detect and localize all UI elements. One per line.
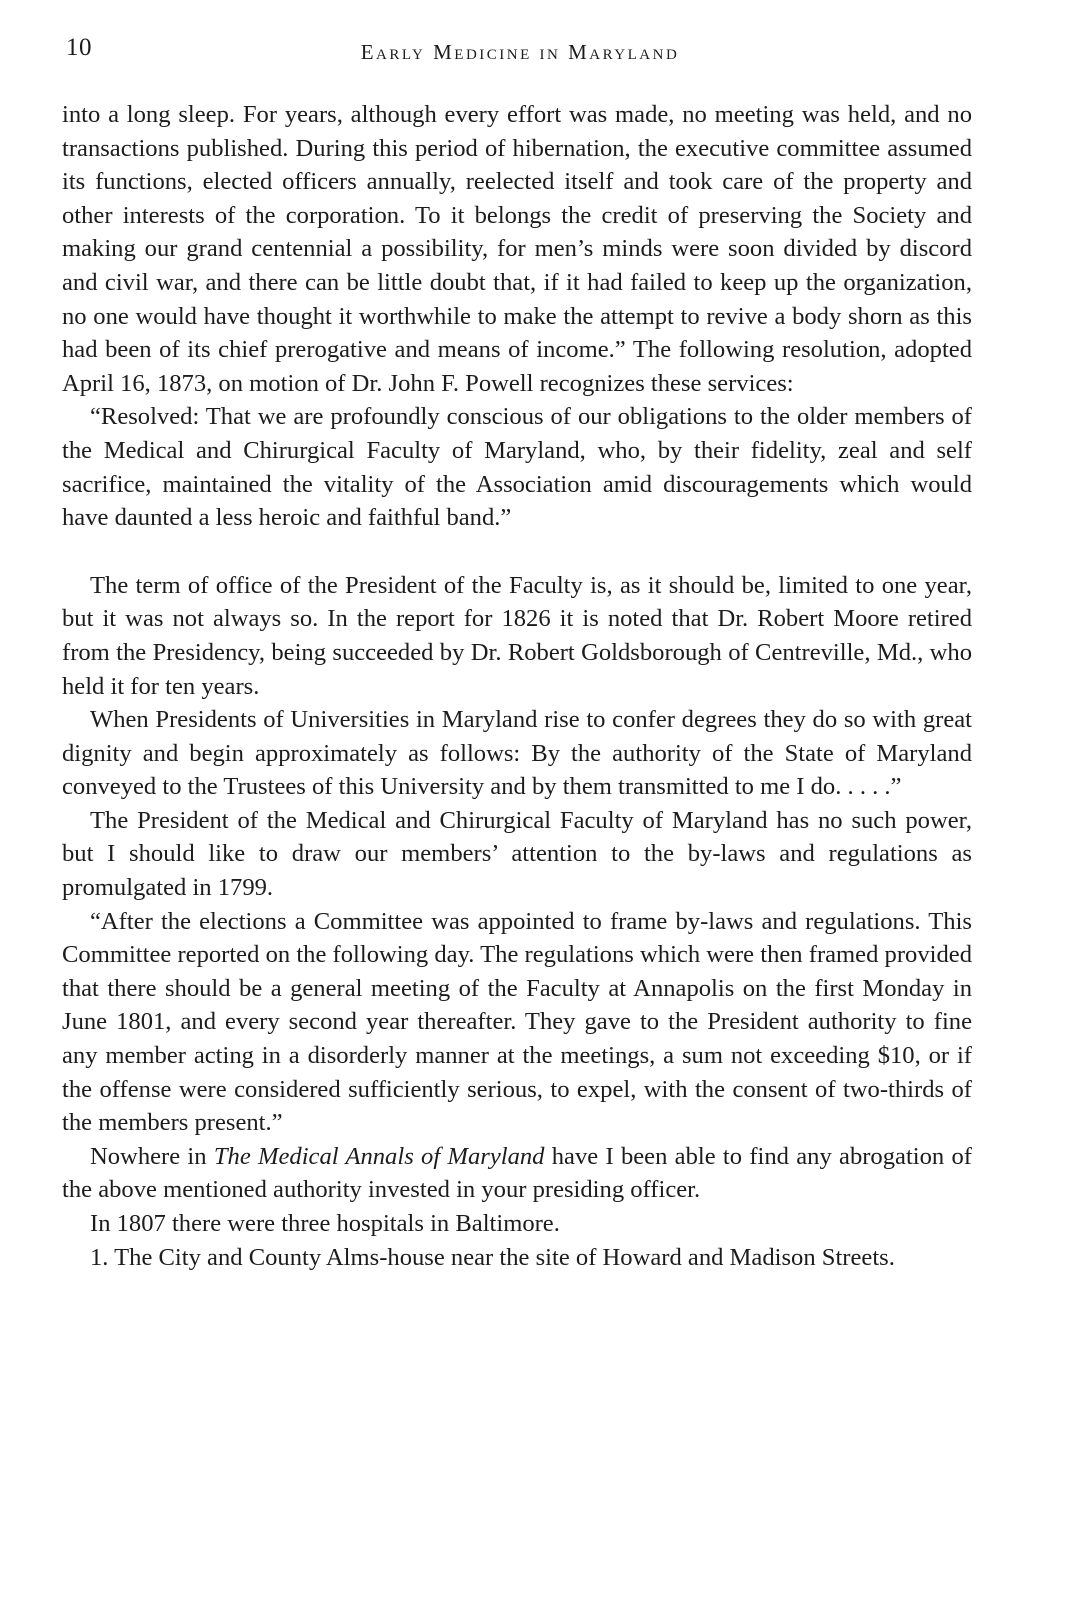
page-header bbox=[66, 34, 974, 70]
paragraph-medical-annals bbox=[62, 1140, 972, 1207]
paragraph-university-presidents: When Presidents of Universities in Maryland rise to confer degrees they do so with great dignity and begin approximately as follows: By the authority of the State of Maryland conveyed to the Trustees of this University and by them transmitted to me I do. . . . .” bbox=[62, 706, 972, 801]
paragraph-continuation: into a long sleep. For years, although every effort was made, no meeting was held, and no transactions published. During this period of hibernation, the executive committee assumed its functions, elected officers annually, reelected itself and took care of the property and other interests of the corporation. To it belongs the credit of preserving the Society and making our grand centennial a possibility, for men’s minds were soon divided by discord and civil war, and there can be little doubt that, if it had failed to keep up the organization, no one would have thought it worthwhile to make the attempt to revive a body shorn as this had been of its chief prerogative and means of income.” The following resolution, adopted April 16, 1873, on motion of Dr. John F. Powell recognizes these services: bbox=[62, 101, 972, 397]
paragraph-hospitals-intro: In 1807 there were three hospitals in Baltimore. bbox=[90, 1210, 560, 1237]
paragraph-hospital-item-1: 1. The City and County Alms-house near the site of Howard and Madison Streets. bbox=[90, 1243, 895, 1271]
medical-annals-text-before: Nowhere in bbox=[90, 1142, 214, 1170]
page-number: 10 bbox=[66, 34, 92, 61]
paragraph-resolution-quote: “Resolved: That we are profoundly conscious of our obligations to the older members of the Medical and Chirurgical Faculty of Maryland, who, by their fidelity, zeal and self sacrifice, maintained the vitality of the Association amid discouragements which would have daunted a less heroic and faithful band.” bbox=[62, 403, 972, 532]
paragraph-term-of-office: The term of office of the President of the Faculty is, as it should be, limited to one year, but it was not always so. In the report for 1826 it is noted that Dr. Robert Moore retired from the Presidency, being succeeded by Dr. Robert Goldsborough of Centreville, Md., who held it for ten years. bbox=[62, 571, 972, 700]
medical-annals-text-after: have I been able to find any abrogation of the above mentioned authority invested in your presiding officer. bbox=[62, 1142, 972, 1204]
paragraph-faculty-president: The President of the Medical and Chirurgical Faculty of Maryland has no such power, but I should like to draw our members’ attention to the by-laws and regulations as promulgated in 1799. bbox=[62, 806, 972, 902]
running-head: Early Medicine in Maryland bbox=[360, 40, 680, 64]
body-text bbox=[62, 98, 972, 1274]
medical-annals-title: The Medical Annals of Maryland bbox=[213, 1142, 545, 1170]
paragraph-bylaws-quote: “After the elections a Committee was appointed to frame by-laws and regulations. This Committee reported on the following day. The regulations which were then framed provided that there should be a general meeting of the Faculty at Annapolis on the first Monday in June 1801, and every second year thereafter. They gave to the President authority to fine any member acting in a disorderly manner at the meetings, a sum not exceeding $10, or if the offense were considered sufficiently serious, to expel, with the consent of two-thirds of the members present.” bbox=[62, 907, 972, 1137]
